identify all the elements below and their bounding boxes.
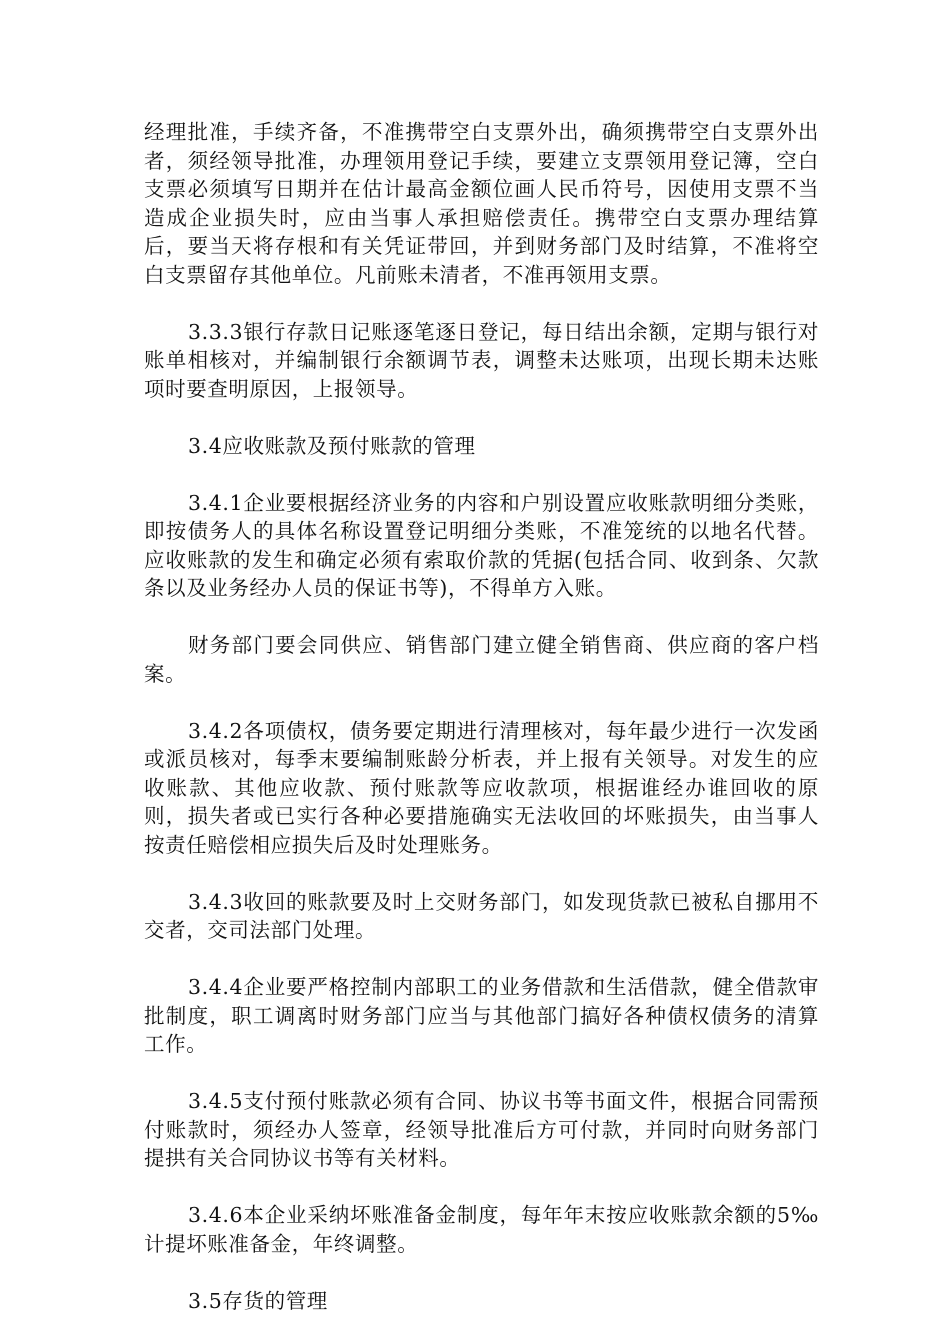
section-heading-3-5: 3.5存货的管理 [188, 1288, 328, 1313]
paragraph-3-4-2: 3.4.2各项债权，债务要定期进行清理核对，每年最少进行一次发函或派员核对，每季末要编制账龄分析表，并上报有关领导。对发生的应收账款、其他应收款、预付账款等应收款项，根据谁经办谁回收的原则，损失者或已实行各种必要措施确实无法收回的坏账损失，由当事人按责任赔偿相应损失后及时处理账务。 [144, 718, 819, 857]
paragraph-3-4-4: 3.4.4企业要严格控制内部职工的业务借款和生活借款，健全借款审批制度，职工调离时财务部门应当与其他部门搞好各种债权债务的清算工作。 [144, 975, 819, 1056]
document-page [144, 118, 819, 1344]
paragraph-customer-files: 财务部门要会同供应、销售部门建立健全销售商、供应商的客户档案。 [144, 633, 819, 686]
paragraph-3-3-3: 3.3.3银行存款日记账逐笔逐日登记，每日结出余额，定期与银行对账单相核对，并编制银行余额调节表，调整未达账项，出现长期未达账项时要查明原因，上报领导。 [144, 319, 819, 401]
section-heading-3-4: 3.4应收账款及预付账款的管理 [188, 433, 476, 458]
paragraph-3-4-6: 3.4.6本企业采纳坏账准备金制度，每年年末按应收账款余额的5‰计提坏账准备金，年终调整。 [144, 1203, 819, 1256]
paragraph-cheque-rules: 经理批准，手续齐备，不准携带空白支票外出，确须携带空白支票外出者，须经领导批准，办理领用登记手续，要建立支票领用登记簿，空白支票必须填写日期并在估计最高金额位画人民币符号，因使用支票不当造成企业损失时，应由当事人承担赔偿责任。携带空白支票办理结算后，要当天将存根和有关凭证带回，并到财务部门及时结算，不准将空白支票留存其他单位。凡前账未清者，不准再领用支票。 [144, 120, 819, 287]
paragraph-3-4-5: 3.4.5支付预付账款必须有合同、协议书等书面文件，根据合同需预付账款时，须经办人签章，经领导批准后方可付款，并同时向财务部门提拱有关合同协议书等有关材料。 [144, 1089, 819, 1170]
paragraph-3-4-3: 3.4.3收回的账款要及时上交财务部门，如发现货款已被私自挪用不交者，交司法部门处理。 [144, 889, 819, 942]
paragraph-3-4-1: 3.4.1企业要根据经济业务的内容和户别设置应收账款明细分类账，即按债务人的具体名称设置登记明细分类账，不准笼统的以地名代替。应收账款的发生和确定必须有索取价款的凭据(包括合同、收到条、欠款条以及业务经办人员的保证书等)，不得单方入账。 [144, 490, 819, 600]
